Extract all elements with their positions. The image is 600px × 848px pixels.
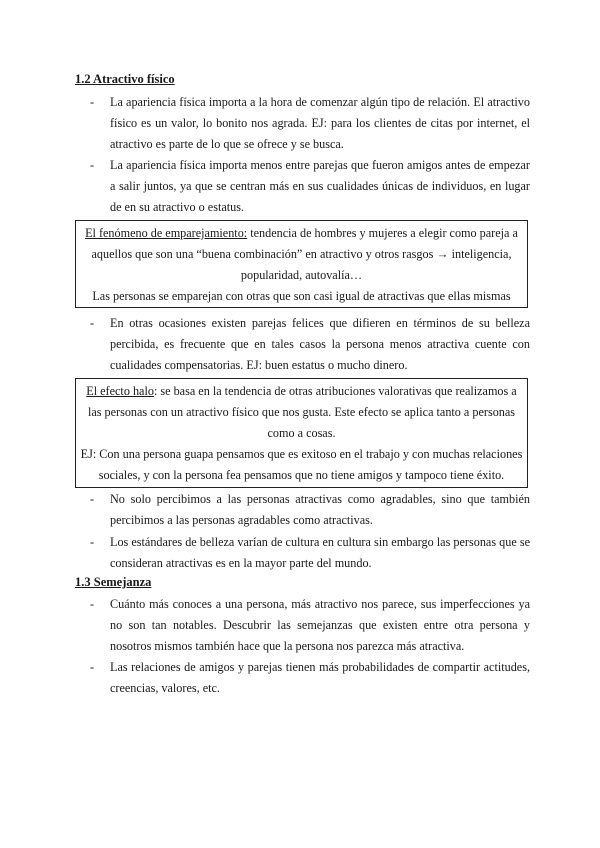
bullet-marker: -: [90, 492, 95, 506]
list-item: [90, 489, 530, 531]
list-item: [90, 594, 530, 657]
definition-example: EJ: Con una persona guapa pensamos que es exitoso en el trabajo y con muchas relaciones sociales, y con la persona fea pensamos que no tiene amigos y tampoco tiene éxito.: [80, 447, 523, 482]
list-item: [90, 155, 530, 218]
list-item-text: En otras ocasiones existen parejas felices que difieren en términos de su belleza percibida, es frecuente que en tales casos la persona menos atractiva cuente con cualidades compensatorias. EJ: buen estatus o mucho dinero.: [110, 316, 530, 372]
definition-text: : se basa en la tendencia de otras atribuciones valorativas que realizamos a las personas con un atractivo físico que nos gusta. Este efecto se aplica tanto a personas como a cosas.: [87, 384, 517, 440]
bullet-marker: -: [90, 95, 95, 109]
bullet-marker: -: [90, 597, 95, 611]
list-item: [90, 657, 530, 699]
list-item-text: La apariencia física importa a la hora de comenzar algún tipo de relación. El atractivo físico es un valor, lo bonito nos agrada. EJ: para los clientes de citas por internet, el atractivo es parte de lo que se ofrece y se busca.: [110, 95, 530, 151]
definition-paragraph: [84, 223, 519, 286]
list-item-text: La apariencia física importa menos entre parejas que fueron amigos antes de empezar a salir juntos, ya que se centran más en sus cualidades únicas de individuos, en lugar de en su atractivo o estatus.: [110, 158, 530, 214]
list-item-text: Cuánto más conoces a una persona, más atractivo nos parece, sus imperfecciones ya no son tan notables. Descubrir las semejanzas que existen entre otra persona y nosotros mismos también hace que la persona nos parezca más atractiva.: [110, 597, 530, 653]
list-item-text: No solo percibimos a las personas atractivas como agradables, sino que también percibimos a las personas agradables como atractivas.: [110, 492, 530, 527]
definition-box-emparejamiento: [75, 220, 528, 308]
definition-term: El efecto halo: [86, 384, 154, 398]
list-item-text: Los estándares de belleza varían de cultura en cultura sin embargo las personas que se consideran atractivas es en la mayor parte del mundo.: [110, 535, 530, 570]
section-heading-1-3: 1.3 Semejanza: [75, 575, 152, 589]
definition-paragraph: [80, 381, 523, 444]
bullet-marker: -: [90, 535, 95, 549]
definition-note: Las personas se emparejan con otras que son casi igual de atractivas que ellas mismas: [92, 289, 511, 303]
bullet-marker: -: [90, 660, 95, 674]
list-item: [90, 532, 530, 574]
bullet-marker: -: [90, 158, 95, 172]
definition-box-efecto-halo: [75, 378, 528, 488]
list-item-text: Las relaciones de amigos y parejas tienen más probabilidades de compartir actitudes, creencias, valores, etc.: [110, 660, 530, 695]
definition-term: El fenómeno de emparejamiento:: [85, 226, 248, 240]
bullet-marker: -: [90, 316, 95, 330]
list-item: [90, 313, 530, 376]
section-heading-1-2: 1.2 Atractivo físico: [75, 72, 175, 86]
list-item: [90, 92, 530, 155]
definition-text: tendencia de hombres y mujeres a elegir como pareja a aquellos que son una “buena combinación” en atractivo y otros rasgos → inteligencia, popularidad, autovalía…: [91, 226, 518, 282]
